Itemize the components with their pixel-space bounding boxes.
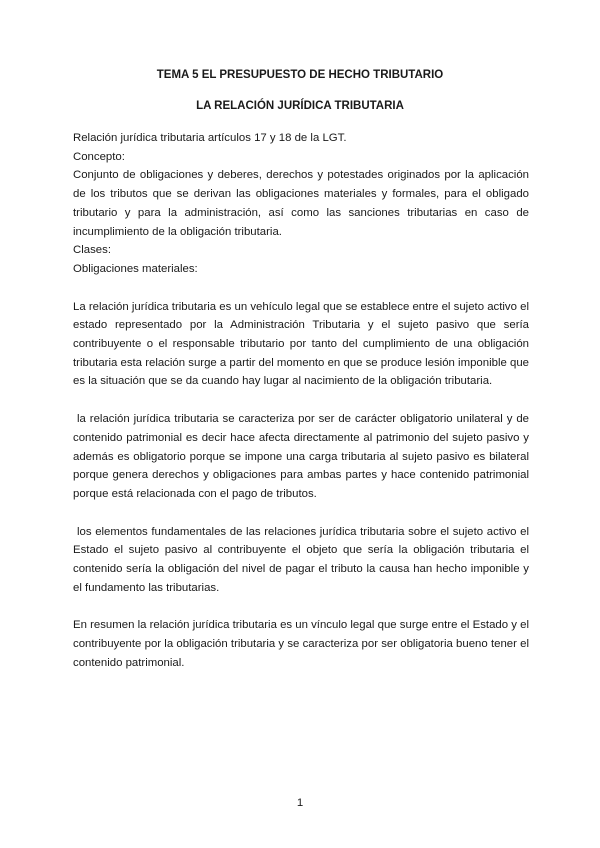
spacer bbox=[73, 597, 529, 616]
classes-heading: Clases: bbox=[73, 244, 111, 257]
paragraph-4: En resumen la relación jurídica tributaria es un vínculo legal que surge entre el Estado y el contribuyente por la obligación tributaria y se caracteriza por ser obligatoria bueno tener el contenido patrimonial. bbox=[73, 619, 529, 669]
concept-text: Conjunto de obligaciones y deberes, derechos y potestades originados por la aplicación de los tributos que se derivan las obligaciones materiales y formales, para el obligado tributario y para la administración, así como las sanciones tributarias en caso de incumplimiento de la obligación tributaria. bbox=[73, 169, 529, 238]
spacer bbox=[73, 279, 529, 298]
page-number: 1 bbox=[296, 797, 304, 809]
document-title: TEMA 5 EL PRESUPUESTO DE HECHO TRIBUTARIO bbox=[156, 69, 444, 81]
paragraph-2: la relación jurídica tributaria se caracteriza por ser de carácter obligatorio unilateral y de contenido patrimonial es decir hace afecta directamente al patrimonio del sujeto pasivo y además es obligatorio porque se impone una carga tributaria al sujeto pasivo es bilateral porque genera derechos y obligaciones para ambas partes y hace contenido patrimonial porque está relacionada con el pago de tributos. bbox=[73, 413, 529, 500]
paragraph-1: La relación jurídica tributaria es un vehículo legal que se establece entre el sujeto activo el estado representado por la Administración Tributaria y el sujeto pasivo que sería contribuyente o el responsable tributario por tanto del cumplimiento de una obligación tributaria esta relación surge a partir del momento en que se produce lesión imponible que es la situación que se da cuando hay lugar al nacimiento de la obligación tributaria. bbox=[73, 300, 529, 388]
paragraph-3: los elementos fundamentales de las relaciones jurídica tributaria sobre el sujeto activo el Estado el sujeto pasivo al contribuyente el objeto que sería la obligación tributaria el contenido sería la obligación del nivel de pagar el tributo la causa han hecho imponible y el fundamento las tributarias. bbox=[73, 525, 529, 594]
intro-line: Relación jurídica tributaria artículos 17 y 18 de la LGT. bbox=[73, 132, 347, 144]
spacer bbox=[73, 391, 529, 410]
material-obligations-heading: Obligaciones materiales: bbox=[73, 262, 198, 275]
document-subtitle: LA RELACIÓN JURÍDICA TRIBUTARIA bbox=[196, 100, 404, 112]
concept-heading: Concepto: bbox=[73, 150, 125, 163]
spacer bbox=[73, 504, 529, 523]
document-body bbox=[73, 129, 529, 673]
